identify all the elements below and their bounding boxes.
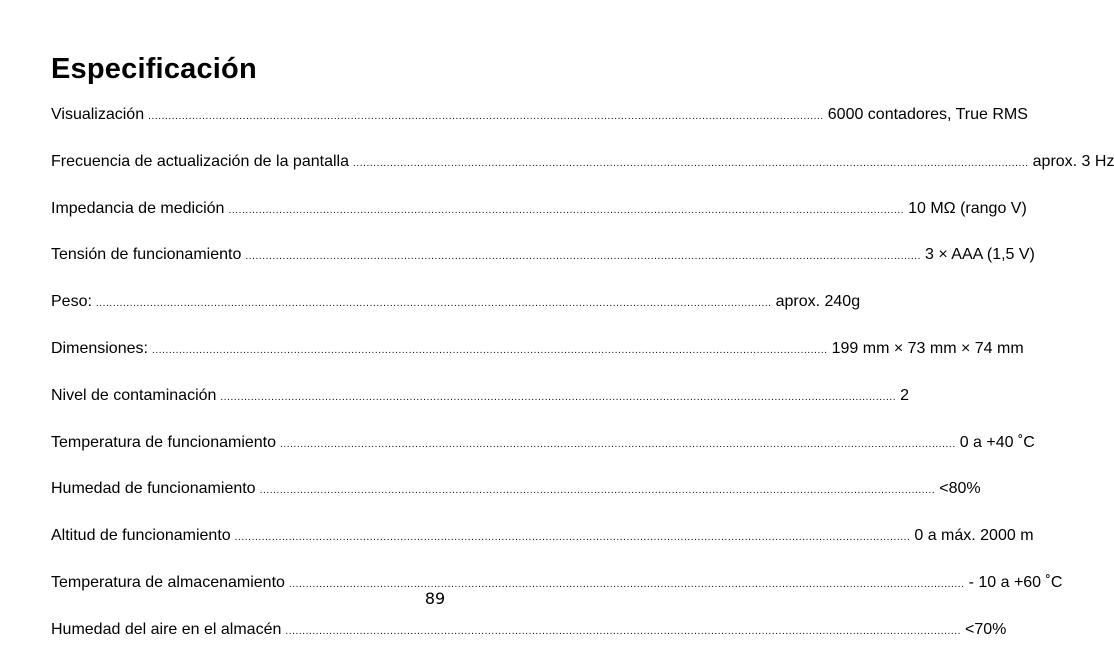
dot-leader: ........................................................................................................................................................................................................: [95, 298, 772, 310]
dot-leader: ........................................................................................................................................................................................................: [220, 391, 897, 403]
spec-label: Impedancia de medición: [51, 199, 225, 217]
page-title: Especificación: [51, 53, 257, 85]
spec-value: - 10 a +60 ˚C: [968, 573, 1063, 591]
dot-leader: ........................................................................................................................................................................................................: [245, 251, 922, 263]
dot-leader: ........................................................................................................................................................................................................: [228, 204, 905, 216]
spec-value: aprox. 240g: [775, 293, 861, 311]
spec-row: [51, 385, 909, 407]
spec-row: [51, 244, 1035, 266]
spec-row: [51, 478, 981, 500]
spec-label: Peso:: [51, 293, 92, 311]
spec-value: 3 × AAA (1,5 V): [925, 246, 1035, 264]
spec-label: Dimensiones:: [51, 339, 148, 357]
spec-value: <70%: [965, 620, 1007, 638]
spec-row: [51, 198, 1027, 220]
dot-leader: ........................................................................................................................................................................................................: [285, 625, 962, 637]
spec-value: 0 a +40 ˚C: [959, 433, 1035, 451]
spec-value: aprox. 3 Hz: [1032, 152, 1114, 170]
spec-row: [51, 291, 861, 313]
spec-label: Tensión de funcionamiento: [51, 246, 242, 264]
spec-value: 6000 contadores, True RMS: [827, 106, 1028, 123]
spec-row: [51, 151, 1114, 173]
spec-label: Visualización: [51, 106, 145, 123]
spec-label: Nivel de contaminación: [51, 386, 217, 404]
spec-label: Frecuencia de actualización de la pantalla: [51, 152, 349, 170]
spec-label: Temperatura de almacenamiento: [51, 573, 285, 591]
spec-value: 0 a máx. 2000 m: [914, 527, 1034, 545]
page-number: 89: [424, 589, 446, 608]
spec-label: Humedad de funcionamiento: [51, 480, 256, 498]
spec-value: <80%: [939, 480, 981, 498]
spec-row: [51, 104, 1028, 126]
dot-leader: ........................................................................................................................................................................................................: [148, 111, 824, 122]
spec-label: Humedad del aire en el almacén: [51, 620, 282, 638]
spec-row: [51, 432, 1035, 454]
spec-label: Temperatura de funcionamiento: [51, 433, 277, 451]
spec-row: [51, 338, 1024, 360]
spec-value: 199 mm × 73 mm × 74 mm: [831, 339, 1024, 357]
dot-leader: ........................................................................................................................................................................................................: [288, 578, 965, 590]
spec-value: 10 MΩ (rango V): [908, 199, 1027, 217]
dot-leader: ........................................................................................................................................................................................................: [259, 485, 936, 497]
spec-row: [51, 619, 1007, 641]
spec-value: 2: [900, 386, 909, 404]
dot-leader: ........................................................................................................................................................................................................: [234, 532, 911, 544]
spec-list: [51, 104, 1114, 666]
dot-leader: ........................................................................................................................................................................................................: [151, 344, 828, 356]
spec-label: Altitud de funcionamiento: [51, 527, 231, 545]
dot-leader: ........................................................................................................................................................................................................: [280, 438, 956, 450]
dot-leader: ........................................................................................................................................................................................................: [352, 157, 1029, 169]
spec-row: [51, 525, 1034, 547]
